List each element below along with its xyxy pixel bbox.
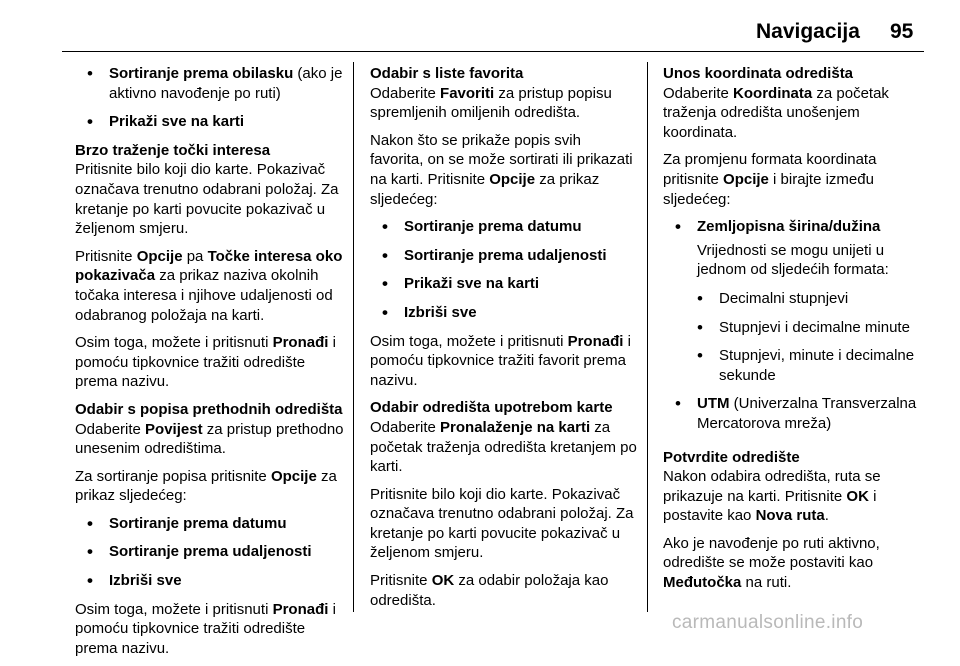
page-header-title: Navigacija	[756, 20, 860, 43]
term: Povijest	[145, 420, 203, 438]
paragraph	[663, 150, 933, 209]
column-divider-1	[353, 62, 354, 612]
text: za pristup popisu spremljenih omiljenih odredišta.	[370, 84, 612, 122]
bullet-item: • Prikaži sve na karti	[370, 274, 638, 294]
text: za pristup prethodno unesenim odredištima.	[75, 420, 344, 458]
text: Ako je navođenje po ruti aktivno, odredište se može postaviti kao	[663, 534, 880, 572]
term: Točke interesa oko pokazivača	[75, 247, 343, 285]
text: i birajte između sljedećeg:	[663, 170, 874, 208]
text: Pritisnite	[75, 247, 137, 265]
sub-bullet-item: • Decimalni stupnjevi	[663, 289, 933, 309]
bullet-item: • Sortiranje prema udaljenosti	[370, 246, 638, 266]
text: Za promjenu formata koordinata pritisnite	[663, 151, 877, 188]
term: Opcije	[489, 170, 536, 188]
text: Odaberite	[370, 418, 441, 436]
text: Za sortiranje popisa pritisnite	[75, 467, 271, 485]
term: Opcije	[270, 467, 317, 485]
paragraph	[370, 131, 638, 209]
sub-bullet-item: • Stupnjevi i decimalne minute	[663, 318, 933, 338]
column-1	[75, 64, 345, 666]
bullet-item: • Sortiranje prema datumu	[370, 217, 638, 237]
text: .	[824, 507, 829, 525]
term: Opcije	[136, 247, 183, 265]
column-2	[370, 64, 638, 618]
bullet-item: • Izbriši sve	[75, 571, 345, 591]
term: Pronalaženje na karti	[440, 418, 591, 436]
paragraph	[75, 247, 345, 325]
term: OK	[431, 572, 455, 590]
text: i pomoću tipkovnice tražiti odredište prema nazivu.	[75, 334, 336, 391]
term: Opcije	[723, 170, 769, 188]
section-heading: Potvrdite odredište	[663, 448, 800, 466]
section-heading: Odabir s popisa prethodnih odredišta	[75, 400, 343, 418]
text: Nakon odabira odredišta, ruta se prikazuje na karti. Pritisnite	[663, 468, 881, 505]
paragraph	[663, 84, 933, 143]
paragraph: Pritisnite bilo koji dio karte. Pokazivač označava trenutno odabrani položaj. Za kretanje po karti povucite pokazivač u željenom smjeru.	[370, 485, 634, 562]
watermark: carmanualsonline.info	[672, 612, 864, 633]
text: za prikaz sljedećeg:	[370, 170, 600, 208]
header-rule	[62, 51, 924, 52]
bullet-text: (Univerzalna Transverzalna Mercatorova mreža)	[697, 395, 917, 432]
term: Pronađi	[567, 332, 624, 350]
paragraph	[75, 467, 345, 506]
text: i postavite kao	[663, 487, 877, 525]
term: Nova ruta	[755, 507, 825, 525]
column-divider-2	[647, 62, 648, 612]
paragraph	[75, 333, 345, 392]
text: Pritisnite	[370, 572, 432, 590]
bullet-label: Sortiranje prema obilasku	[109, 65, 294, 82]
bullet-label: UTM	[697, 395, 730, 413]
section-heading: Unos koordinata odredišta	[663, 65, 854, 82]
bullet-item: • Sortiranje prema datumu	[75, 514, 345, 534]
bullet-text: (ako je aktivno navođenje po ruti)	[109, 65, 343, 102]
column-3	[663, 64, 933, 601]
page-number: 95	[890, 20, 914, 43]
term: Favoriti	[440, 84, 495, 102]
bullet-subtext: Vrijednosti se mogu unijeti u jednom od sljedećih formata:	[697, 241, 889, 279]
sub-bullet-item: • Stupnjevi, minute i decimalne sekunde	[663, 346, 933, 385]
paragraph	[75, 420, 345, 459]
paragraph	[75, 600, 345, 659]
text: za početak traženja odredišta unošenjem koordinata.	[663, 84, 889, 141]
text: za početak traženja odredišta kretanjem po karti.	[370, 418, 637, 476]
bullet-item: • Izbriši sve	[370, 303, 638, 323]
section-heading: Odabir s liste favorita	[370, 65, 524, 82]
paragraph	[370, 571, 638, 610]
text: Odaberite	[75, 420, 146, 438]
section-heading: Odabir odredišta upotrebom karte	[370, 399, 613, 417]
text: Osim toga, možete i pritisnuti	[75, 600, 273, 618]
text: pa	[182, 247, 208, 265]
paragraph	[663, 534, 933, 593]
text: za prikaz naziva okolnih točaka interesa i njihove udaljenosti od odabranog položaja na karti.	[75, 267, 333, 324]
bullet-item: • Zemljopisna širina/dužina	[663, 217, 933, 237]
term: Pronađi	[272, 334, 329, 352]
term: OK	[846, 487, 869, 505]
bullet-item: • Sortiranje prema udaljenosti	[75, 542, 345, 562]
text: za odabir položaja kao odredišta.	[370, 572, 609, 609]
text: za prikaz sljedećeg:	[75, 467, 337, 505]
term: Pronađi	[272, 600, 329, 618]
paragraph	[370, 418, 638, 477]
text: na ruti.	[741, 574, 792, 592]
bullet-item	[663, 394, 933, 433]
text: Odaberite	[370, 84, 441, 102]
term: Međutočka	[663, 574, 742, 592]
paragraph	[370, 84, 638, 123]
text: i pomoću tipkovnice tražiti odredište prema nazivu.	[75, 600, 336, 657]
text: i pomoću tipkovnice tražiti favorit prema nazivu.	[370, 332, 631, 389]
text: Osim toga, možete i pritisnuti	[370, 332, 568, 350]
bullet-item	[75, 64, 345, 103]
term: Koordinata	[733, 84, 813, 102]
section-heading: Brzo traženje točki interesa	[75, 141, 271, 159]
paragraph	[370, 332, 638, 391]
bullet-item: • Prikaži sve na karti	[75, 112, 345, 132]
text: Odaberite	[663, 84, 734, 102]
paragraph	[663, 467, 933, 526]
paragraph: Pritisnite bilo koji dio karte. Pokazivač označava trenutno odabrani položaj. Za kretanje po karti povucite pokazivač u željenom smjeru.	[75, 161, 339, 238]
text: Nakon što se prikaže popis svih favorita, on se može sortirati ili prikazati na karti. Pritisnite	[370, 131, 633, 188]
text: Osim toga, možete i pritisnuti	[75, 334, 273, 352]
